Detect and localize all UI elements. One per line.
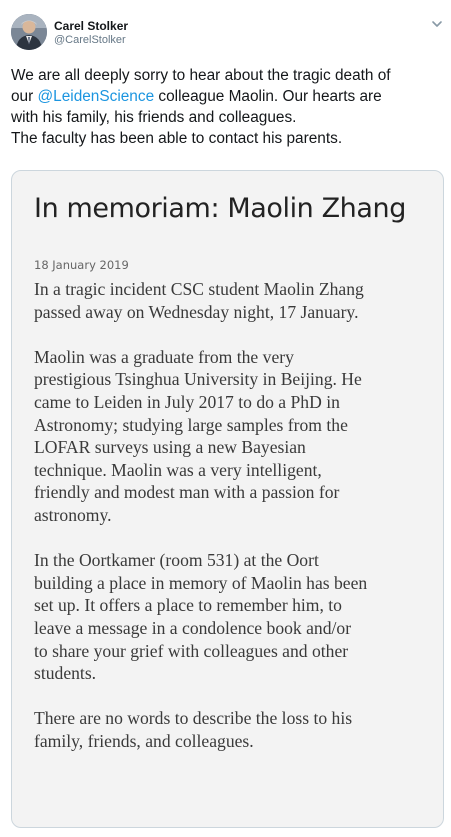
card-paragraph — [34, 346, 439, 527]
tweet-text — [11, 65, 447, 149]
card-paragraph — [34, 278, 439, 323]
card-text-line: passed away on Wednesday night, 17 January. — [34, 301, 359, 322]
card-text-line: In a tragic incident CSC student Maolin Zhang — [34, 279, 364, 299]
card-text-line: LOFAR surveys using a new Bayesian — [34, 437, 306, 458]
avatar-photo — [11, 14, 47, 50]
tweet-line: The faculty has been able to contact his parents. — [11, 130, 343, 147]
tweet-text-segment: colleague Maolin. Our hearts are — [154, 88, 382, 105]
card-text-line: set up. It offers a place to remember him, to — [34, 595, 342, 616]
card-text-line: technique. Maolin was a very intelligent, — [34, 459, 322, 480]
card-text-line: friendly and modest man with a passion for — [34, 482, 340, 503]
card-text-line: astronomy. — [34, 504, 112, 525]
avatar[interactable] — [11, 14, 47, 50]
card-text-line: came to Leiden in July 2017 to do a PhD in — [34, 391, 340, 412]
card-text-line: Astronomy; studying large samples from the — [34, 414, 348, 435]
card-text-line: Maolin was a graduate from the very — [34, 346, 294, 367]
tweet-line: We are all deeply sorry to hear about the tragic death of — [11, 67, 391, 84]
card-paragraph — [34, 707, 439, 752]
card-title: In memoriam: Maolin Zhang — [34, 193, 406, 224]
mention-link-leidenscience[interactable]: @LeidenScience — [37, 88, 155, 105]
link-card[interactable] — [11, 170, 444, 828]
author-handle[interactable]: @CarelStolker — [54, 34, 126, 46]
card-body — [34, 278, 439, 775]
tweet-line — [11, 86, 447, 107]
card-text-line: leave a message in a condolence book and/or — [34, 617, 352, 638]
card-text-line: family, friends, and colleagues. — [34, 730, 254, 751]
card-paragraph — [34, 549, 439, 685]
card-text-line: to share your grief with colleagues and other — [34, 640, 349, 661]
card-date: 18 January 2019 — [34, 258, 129, 272]
tweet-text-segment: our — [11, 88, 38, 105]
card-text-line: building a place in memory of Maolin has been — [34, 572, 368, 593]
card-text-line: students. — [34, 663, 97, 684]
card-text-line: prestigious Tsinghua University in Beijing. He — [34, 369, 362, 390]
tweet-line: with his family, his friends and colleagues. — [11, 109, 297, 126]
card-text-line: There are no words to describe the loss to his — [34, 708, 353, 729]
card-text-line: In the Oortkamer (room 531) at the Oort — [34, 550, 319, 571]
author-name[interactable]: Carel Stolker — [54, 19, 129, 33]
chevron-down-icon[interactable] — [430, 18, 444, 30]
